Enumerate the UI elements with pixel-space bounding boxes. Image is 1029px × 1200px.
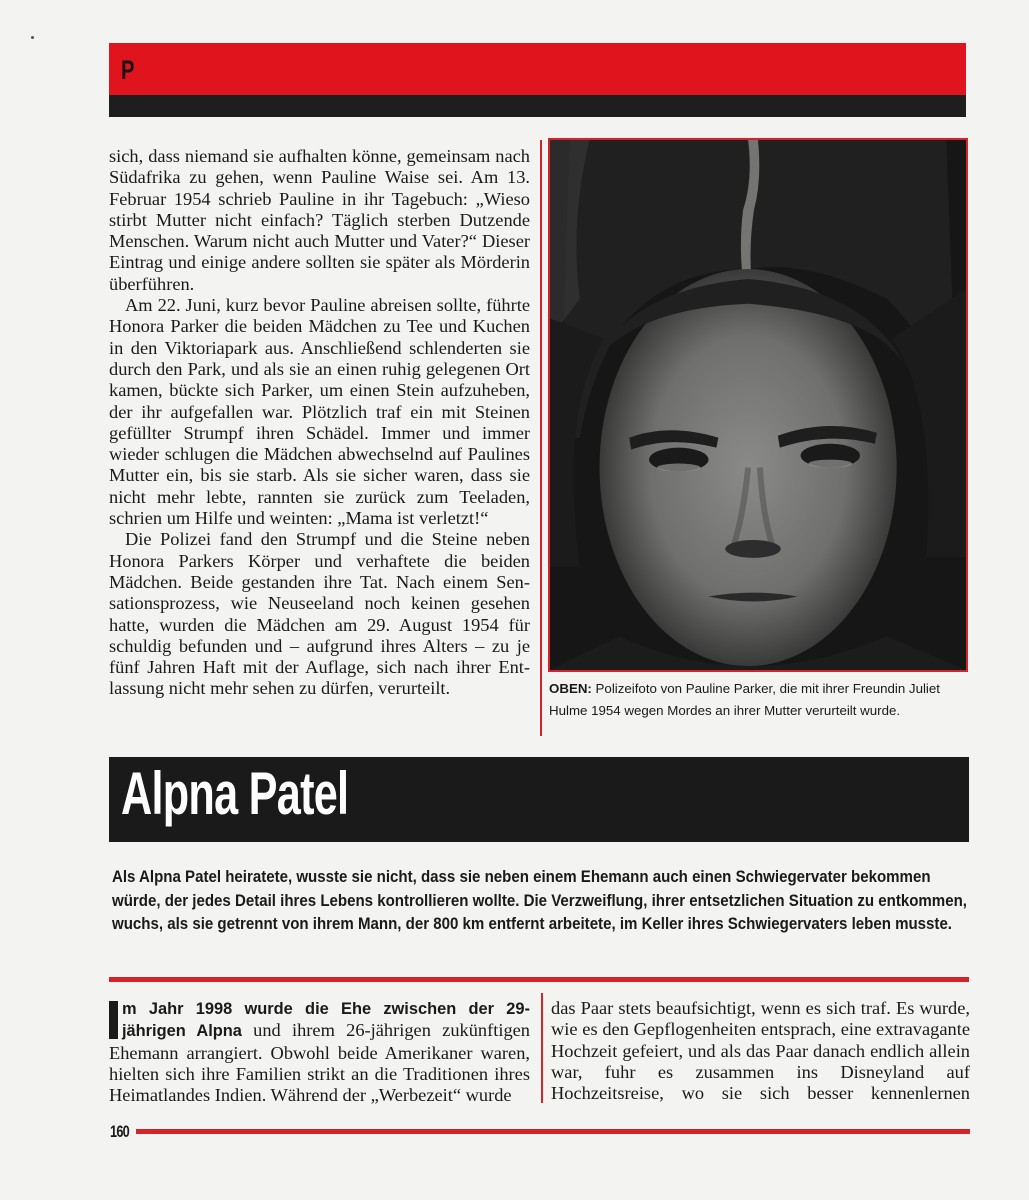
scan-mark — [31, 36, 34, 39]
article-body-right — [551, 998, 970, 1104]
paragraph: sich, dass niemand sie aufhalten könne, gemeinsam nach Südafrika zu gehen, wenn Pauline Waise sei. Am 13. Februar 1954 schrieb Pauline in ihr Tagebuch: „Wieso stirbt Mutter nicht einfach? Täglich sterben Dutzende Menschen. Warum nicht auch Mutter und Vater?“ Dieser Eintrag und einige andere sollten sie später als Mörderin überführen. — [109, 146, 530, 294]
body-text: das Paar stets beaufsichtigt, wenn es sich traf. Es wurde, wie es den Gepflogenheiten entsprach, eine extravagante Hochzeit gefeiert, und als das Paar danach endlich allein war, fuhr es zusammen ins Disneyland auf Hochzeitsreise, wo sie sich besser kennenlernen — [551, 998, 970, 1104]
paragraph: Am 22. Juni, kurz bevor Pauline abreisen sollte, führte Honora Parker die beiden Mädchen zu Tee und Kuchen in den Viktoriapark aus. Anschließend schlenderten sie durch den Park, und als sie an einen ruhig gelegenen Ort kamen, bückte sich Parker, um einen Stein aufzuheben, der ihr aufgefallen war. Plötzlich traf ein mit Steinen gefüllter Strumpf ihren Schädel. Immer und immer wieder schlugen die Mädchen abwechselnd auf Paulines Mutter ein, bis sie starb. Als sie sicher waren, dass sie nicht mehr lebte, rannten sie zurück zum Teeladen, schrien um Hilfe und weinten: „Mama ist verletzt!“ — [109, 295, 530, 529]
header-black-bar — [109, 95, 966, 117]
section-intro: Als Alpna Patel heiratete, wusste sie nicht, dass sie neben einem Ehemann auch einen Schwiegervater bekommen würde, der jedes Detail ihres Lebens kontrollieren wollte. Die Verzweiflung, ihrer entsetzlichen Situation zu entkommen, wuchs, als sie getrennt von ihrem Mann, der 800 km entfernt arbeitete, im Keller ihres Schwiegervaters leben musste. — [112, 868, 967, 934]
header-band — [109, 43, 966, 95]
caption-text: Polizeifoto von Pauline Parker, die mit ihrer Freundin Juliet Hulme 1954 wegen Mordes an ihrer Mutter verurteilt wurde. — [549, 681, 940, 718]
body-text: und ihrem 26-jährigen zukünftigen Ehemann arrangiert. Obwohl beide Amerikaner waren, hielten sich ihre Familien strikt an die Traditionen ihres Heimatlandes Indien. Während der „Werbezeit“ wurde — [109, 1020, 530, 1106]
footer-rule — [136, 1129, 970, 1134]
previous-article-text — [109, 146, 530, 700]
paragraph: Die Polizei fand den Strumpf und die Steine neben Honora Parkers Körper und verhaftete die beiden Mädchen. Beide gestanden ihre Tat. Nach einem Sensationsprozess, wie Neuseeland noch keinen gesehen hatte, wurden die Mädchen am 29. August 1954 für schuldig befunden und – aufgrund ihres Alters – zu je fünf Jahren Haft mit der Auflage, sich nach ihrer Entlassung nicht mehr sehen zu dürfen, verurteilt. — [109, 529, 530, 699]
lead-in-text: m Jahr 1998 wurde die Ehe zwischen der 29-jährigen Alpna — [122, 1000, 530, 1041]
section-letter: P — [121, 55, 134, 85]
section-title-band — [109, 757, 969, 842]
caption-label: OBEN: — [549, 681, 592, 696]
portrait-image — [550, 140, 966, 670]
column-divider — [540, 140, 542, 736]
mugshot-photo — [548, 138, 968, 672]
section-title: Alpna Patel — [121, 760, 349, 827]
page-number: 160 — [110, 1122, 130, 1141]
intro-divider — [109, 977, 969, 982]
column-divider — [541, 993, 543, 1103]
article-body-left — [109, 998, 530, 1106]
dropcap-initial — [109, 1001, 118, 1039]
photo-caption — [549, 678, 969, 721]
